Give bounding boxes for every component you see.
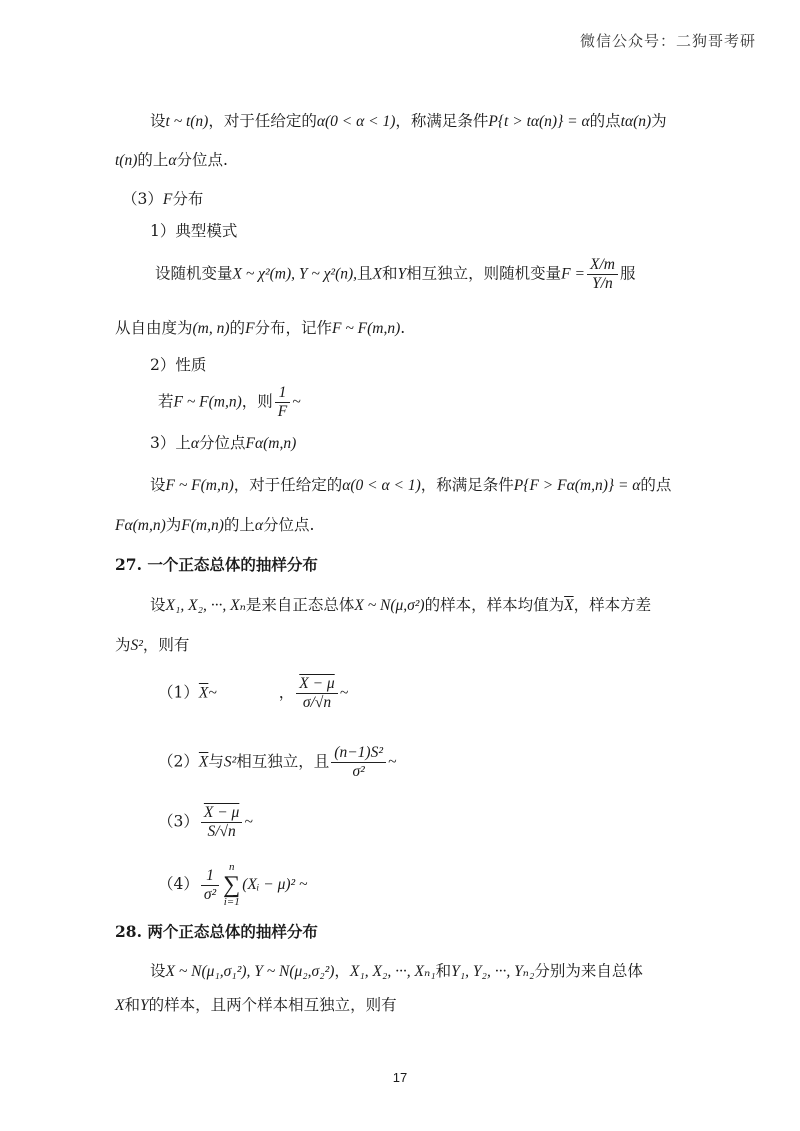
text: （3） xyxy=(122,190,163,208)
f-model-line2 xyxy=(115,319,405,339)
math-tilde: ~ xyxy=(387,753,397,771)
text: 3）上 xyxy=(150,434,191,452)
f-quantile-definition-line2 xyxy=(115,516,314,536)
text: 为 xyxy=(651,112,667,130)
fraction-numerator: X/m xyxy=(587,256,618,275)
text: 分位点. xyxy=(263,516,315,534)
section-27-intro-line1 xyxy=(150,596,651,616)
section-27-item-1 xyxy=(158,675,348,712)
math-tilde: ~ xyxy=(244,813,253,831)
fraction-t-statistic xyxy=(201,804,242,841)
f-model-line1 xyxy=(155,256,635,293)
text: ， xyxy=(334,962,350,980)
text: 相互独立，则随机变量 xyxy=(406,264,562,283)
fraction-numerator: X − μ xyxy=(296,675,337,694)
t-quantile-definition-line1 xyxy=(150,112,667,132)
section-27-item-3 xyxy=(158,804,253,841)
item-label: （4） xyxy=(158,875,199,893)
fraction-denominator: S/√n xyxy=(207,822,236,840)
text: 的上 xyxy=(223,516,255,534)
fraction-denominator: σ² xyxy=(203,885,217,903)
section-27-title: 27. 一个正态总体的抽样分布 xyxy=(115,555,318,574)
math-alpha: α xyxy=(190,435,200,452)
f-quantile-heading xyxy=(150,434,296,454)
math-f-mn: F ~ F(m,n) xyxy=(173,393,242,411)
fraction-denominator: σ/√n xyxy=(302,693,332,711)
t-quantile-definition-line2 xyxy=(115,151,228,171)
math-tilde: ~ xyxy=(208,684,217,702)
text: 分布，记作 xyxy=(254,319,333,337)
header-watermark: 微信公众号：二狗哥考研 xyxy=(579,32,756,50)
math-f: F xyxy=(245,320,255,337)
text: ，则 xyxy=(241,392,273,411)
section-27-intro-line2 xyxy=(115,636,189,656)
item-label: （3） xyxy=(158,812,199,831)
math-alpha-range: α(0 < α < 1) xyxy=(316,113,396,130)
text: 设 xyxy=(150,596,166,614)
math-tn: t(n) xyxy=(115,152,138,169)
math-f-alpha: Fα(m,n) xyxy=(115,517,166,534)
text: 为 xyxy=(165,516,182,534)
text: 设 xyxy=(150,476,166,494)
sum-upper-limit: n xyxy=(228,861,235,873)
text: 且 xyxy=(357,264,373,283)
math-x-bar: $\overline{X}$ xyxy=(198,753,209,771)
fraction-one-over-sigma-squared xyxy=(201,867,219,904)
text: 分别为来自总体 xyxy=(534,962,643,980)
math-sample-y: Y₁, Y₂, ···, Yₙ₂ xyxy=(451,963,535,980)
text: ，称满足条件 xyxy=(420,476,514,494)
math-f-eq: F = xyxy=(561,265,585,283)
text: ，对于任给定的 xyxy=(208,112,317,130)
math-y: Y xyxy=(397,265,407,283)
fraction-denominator: Y/n xyxy=(592,274,613,292)
text: ，则有 xyxy=(142,636,190,654)
f-distribution-heading xyxy=(122,190,203,210)
text: 的样本，且两个样本相互独立，则有 xyxy=(148,996,397,1014)
text: 相互独立，且 xyxy=(236,752,330,771)
sum-lower-limit: i=1 xyxy=(223,896,240,908)
text: 若 xyxy=(158,392,174,411)
math-mn: (m, n) xyxy=(192,320,230,337)
property-heading: 2）性质 xyxy=(150,356,207,374)
fraction-standardized-mean xyxy=(296,675,337,712)
section-28-intro-line2 xyxy=(115,996,397,1016)
text: 和 xyxy=(382,264,398,283)
math-alpha-range: α(0 < α < 1) xyxy=(342,477,421,494)
fraction-variance-ratio xyxy=(331,744,386,781)
text: ，称满足条件 xyxy=(395,112,489,130)
math-condition: P{F > Fα(m,n)} = α xyxy=(513,477,641,494)
fraction-f-definition xyxy=(587,256,618,293)
math-f-mn: F ~ F(m,n) xyxy=(165,477,234,494)
math-f-mn: F(m,n) xyxy=(181,517,224,534)
math-s-squared: S² xyxy=(130,637,143,654)
section-27-item-4 xyxy=(158,862,307,908)
text: 的 xyxy=(229,319,246,337)
math-sum-expression: (Xᵢ − μ)² ~ xyxy=(242,876,308,893)
item-label: （2） xyxy=(158,752,199,771)
section-27-item-2 xyxy=(158,744,396,781)
text: 和 xyxy=(435,962,452,980)
math-tilde: ~ xyxy=(339,684,349,702)
text: ，样本方差 xyxy=(573,596,652,614)
text: 从自由度为 xyxy=(115,319,193,337)
fraction-reciprocal-f xyxy=(275,384,290,421)
fraction-denominator: σ² xyxy=(352,762,365,780)
fraction-numerator: X − μ xyxy=(201,804,242,823)
text: 和 xyxy=(124,996,140,1014)
math-y: Y xyxy=(139,997,149,1014)
text: 为 xyxy=(115,636,131,654)
math-f-mn: F ~ F(m,n) xyxy=(332,320,401,337)
text: 的样本，样本均值为 xyxy=(424,596,565,614)
text: 分布 xyxy=(172,190,204,208)
text: ， xyxy=(278,683,295,702)
fraction-numerator: (n−1)S² xyxy=(331,744,386,763)
text: 的点 xyxy=(640,476,672,494)
text: 的点 xyxy=(589,112,621,130)
text: 设随机变量 xyxy=(155,264,233,283)
fraction-numerator: 1 xyxy=(201,867,219,886)
math-x-bar: $\overline{X}$ xyxy=(198,684,209,702)
page-number: 17 xyxy=(392,1070,408,1085)
text: . xyxy=(400,319,406,337)
math-f-alpha: Fα(m,n) xyxy=(245,435,297,452)
math-f: F xyxy=(162,191,173,208)
math-condition: P{t > tα(n)} = α xyxy=(488,113,590,130)
section-28-title: 28. 两个正态总体的抽样分布 xyxy=(115,922,318,941)
math-x: X xyxy=(115,997,125,1014)
text: 分位点 xyxy=(199,434,246,452)
math-chi-square: X ~ χ²(m), Y ~ χ²(n), xyxy=(232,265,358,283)
math-two-normals: X ~ N(μ₁,σ₁²), Y ~ N(μ₂,σ₂²) xyxy=(165,963,335,980)
property-line xyxy=(158,384,301,421)
summation-symbol xyxy=(223,862,240,908)
fraction-denominator: F xyxy=(277,402,288,420)
math-alpha: α xyxy=(254,517,264,534)
math-tilde: ~ xyxy=(292,393,301,411)
typical-model-heading: 1）典型模式 xyxy=(150,222,238,240)
text: 的上 xyxy=(137,151,169,169)
fraction-numerator: 1 xyxy=(275,384,290,403)
section-28-intro-line1 xyxy=(150,962,643,982)
text: ，对于任给定的 xyxy=(233,476,343,494)
text: 与 xyxy=(208,752,224,771)
math-alpha: α xyxy=(168,152,177,169)
math-sample: X₁, X₂, ···, Xₙ xyxy=(165,597,246,614)
math-x-bar: $\overline{X}$ xyxy=(564,597,574,614)
text: 是来自正态总体 xyxy=(245,596,355,614)
sigma-glyph: ∑ xyxy=(223,872,241,898)
math-normal: X ~ N(μ,σ²) xyxy=(354,597,425,614)
text: 设 xyxy=(150,962,166,980)
math-sample-x: X₁, X₂, ···, Xₙ₁ xyxy=(349,963,436,980)
text: 分位点. xyxy=(176,151,228,169)
math-x: X xyxy=(372,265,383,283)
item-label: （1） xyxy=(158,683,199,702)
f-quantile-definition-line1 xyxy=(150,476,671,496)
text: 服 xyxy=(619,264,636,283)
text: 设 xyxy=(150,112,166,130)
math-t-dist: t ~ t(n) xyxy=(165,113,209,130)
math-quantile-point: tα(n) xyxy=(620,113,652,130)
math-s-squared: S² xyxy=(223,753,237,771)
